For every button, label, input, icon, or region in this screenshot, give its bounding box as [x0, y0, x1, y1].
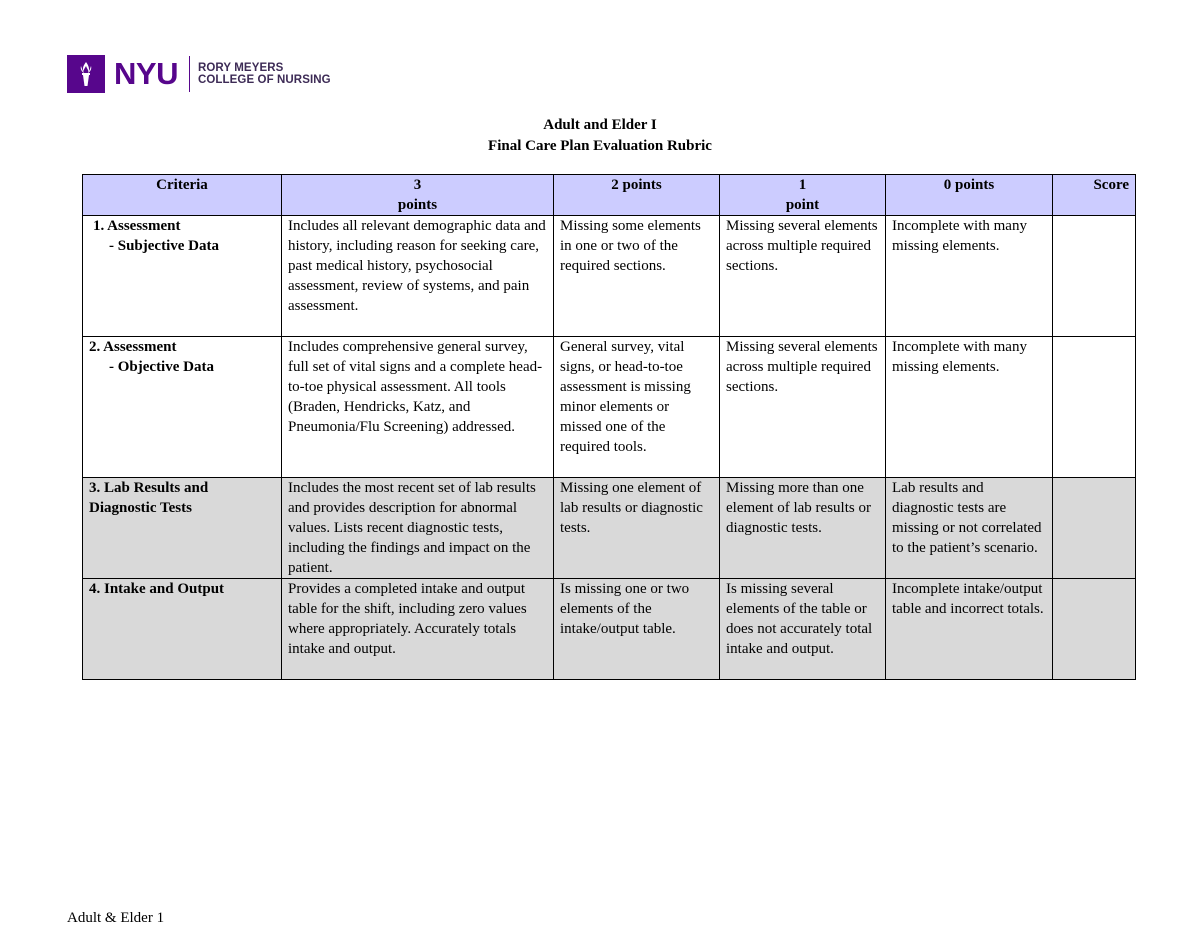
criteria-sub: - Subjective Data	[109, 238, 219, 254]
cell-score[interactable]	[1053, 216, 1136, 337]
logo-divider	[189, 56, 190, 92]
cell-2-points: Missing some elements in one or two of the required sections.	[554, 216, 720, 337]
header-0-points: 0 points	[886, 175, 1053, 216]
cell-3-points: Provides a completed intake and output table for the shift, including zero values where appropriately. Accurately totals intake and output.	[282, 579, 554, 680]
header-3-points-label: points	[397, 197, 438, 213]
criteria-sub: - Objective Data	[109, 359, 214, 375]
cell-3-points: Includes comprehensive general survey, full set of vital signs and a complete head-to-toe physical assessment. All tools (Braden, Hendricks, Katz, and Pneumonia/Flu Screening) addressed.	[282, 337, 554, 478]
cell-score[interactable]	[1053, 478, 1136, 579]
cell-2-points: Is missing one or two elements of the intake/output table.	[554, 579, 720, 680]
cell-0-points: Incomplete with many missing elements.	[886, 216, 1053, 337]
cell-score[interactable]	[1053, 579, 1136, 680]
cell-score[interactable]	[1053, 337, 1136, 478]
logo-school-name	[198, 62, 331, 87]
criteria-cell	[83, 216, 282, 337]
table-header-row	[83, 175, 1136, 216]
header-1-point-label: point	[785, 197, 820, 213]
header-criteria: Criteria	[83, 175, 282, 216]
header-1-point	[720, 175, 886, 216]
cell-1-point: Is missing several elements of the table or does not accurately total intake and output.	[720, 579, 886, 680]
table-row	[83, 337, 1136, 478]
table-row	[83, 478, 1136, 579]
cell-2-points: General survey, vital signs, or head-to-toe assessment is missing minor elements or missed one of the required tools.	[554, 337, 720, 478]
nyu-logo	[67, 55, 331, 93]
cell-1-point: Missing several elements across multiple required sections.	[720, 216, 886, 337]
cell-1-point: Missing more than one element of lab results or diagnostic tests.	[720, 478, 886, 579]
cell-1-point: Missing several elements across multiple required sections.	[720, 337, 886, 478]
page-footer: Adult & Elder 1	[67, 910, 165, 926]
title-line2: Final Care Plan Evaluation Rubric	[488, 138, 712, 154]
criteria-cell: 4. Intake and Output	[83, 579, 282, 680]
table-row	[83, 216, 1136, 337]
cell-0-points: Incomplete intake/output table and incorrect totals.	[886, 579, 1053, 680]
header-score: Score	[1053, 175, 1136, 216]
header-3-points-number: 3	[413, 177, 422, 193]
logo-school-line1: RORY MEYERS	[197, 61, 284, 74]
torch-icon	[67, 55, 105, 93]
table-row	[83, 579, 1136, 680]
criteria-cell	[83, 337, 282, 478]
logo-school-line2: COLLEGE OF NURSING	[197, 74, 331, 86]
cell-0-points: Lab results and diagnostic tests are missing or not correlated to the patient’s scenario.	[886, 478, 1053, 579]
criteria-main: 2. Assessment	[89, 339, 177, 355]
title-line1: Adult and Elder I	[543, 117, 657, 133]
cell-0-points: Incomplete with many missing elements.	[886, 337, 1053, 478]
cell-2-points: Missing one element of lab results or diagnostic tests.	[554, 478, 720, 579]
cell-3-points: Includes the most recent set of lab results and provides description for abnormal values. Lists recent diagnostic tests, including the findings and impact on the patient.	[282, 478, 554, 579]
header-2-points: 2 points	[554, 175, 720, 216]
criteria-main: 1. Assessment	[93, 218, 181, 234]
document-title	[0, 115, 1200, 157]
header-3-points	[282, 175, 554, 216]
cell-3-points: Includes all relevant demographic data and history, including reason for seeking care, past medical history, psychosocial assessment, review of systems, and pain assessment.	[282, 216, 554, 337]
rubric-table	[82, 174, 1136, 680]
header-1-point-number: 1	[798, 177, 807, 193]
criteria-cell: 3. Lab Results and Diagnostic Tests	[83, 478, 282, 579]
logo-wordmark: NYU	[114, 56, 178, 91]
